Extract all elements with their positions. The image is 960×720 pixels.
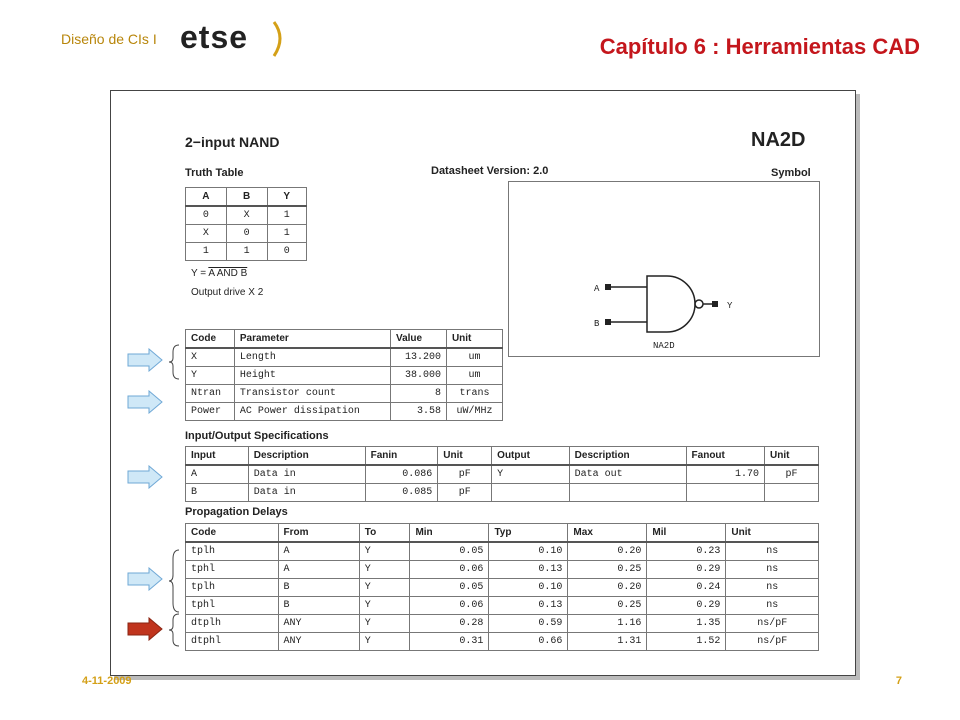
column-header: Input: [186, 447, 249, 466]
table-cell: X: [226, 206, 267, 225]
symbol-heading: Symbol: [771, 167, 811, 179]
table-cell: ns/pF: [726, 633, 819, 651]
table-cell: uW/MHz: [446, 403, 502, 421]
output-drive: Output drive X 2: [191, 287, 264, 298]
table-cell: tplh: [186, 542, 279, 561]
column-header: Mil: [647, 524, 726, 543]
table-cell: pF: [765, 465, 819, 484]
table-cell: Data in: [248, 465, 365, 484]
course-name: Diseño de CIs I: [61, 31, 157, 47]
table-cell: 1.52: [647, 633, 726, 651]
table-cell: Y: [359, 561, 410, 579]
column-header: Max: [568, 524, 647, 543]
table-cell: 0.10: [489, 579, 568, 597]
table-cell: 0.23: [647, 542, 726, 561]
column-header: Code: [186, 330, 235, 349]
column-header: Output: [492, 447, 569, 466]
table-cell: tplh: [186, 579, 279, 597]
symbol-box: [508, 181, 820, 357]
table-row: [186, 225, 307, 243]
nand-gate-symbol: [509, 182, 819, 356]
table-cell: Y: [359, 597, 410, 615]
column-header: Description: [248, 447, 365, 466]
table-row: [186, 615, 819, 633]
column-header: Unit: [726, 524, 819, 543]
table-cell: Height: [234, 367, 390, 385]
table-cell: ns/pF: [726, 615, 819, 633]
equation-rhs: A AND B: [208, 268, 248, 279]
column-header: Min: [410, 524, 489, 543]
table-cell: ns: [726, 561, 819, 579]
table-cell: [492, 484, 569, 502]
table-cell: Y: [359, 633, 410, 651]
datasheet-sheet: [110, 90, 856, 676]
parameter-table: [185, 329, 503, 421]
table-cell: 3.58: [390, 403, 446, 421]
table-row: [186, 385, 503, 403]
table-cell: 1.16: [568, 615, 647, 633]
table-cell: Length: [234, 348, 390, 367]
column-header: Unit: [438, 447, 492, 466]
table-cell: pF: [438, 465, 492, 484]
table-cell: ANY: [278, 615, 359, 633]
table-cell: 1: [226, 243, 267, 261]
table-cell: 1: [267, 225, 307, 243]
chapter-title: Capítulo 6 : Herramientas CAD: [599, 34, 920, 59]
cell-title: 2−input NAND: [185, 134, 280, 150]
table-cell: dtplh: [186, 615, 279, 633]
table-cell: 0.24: [647, 579, 726, 597]
table-cell: trans: [446, 385, 502, 403]
column-header: Unit: [765, 447, 819, 466]
table-cell: 13.200: [390, 348, 446, 367]
table-cell: 0: [267, 243, 307, 261]
arrow-right-icon: [127, 465, 163, 489]
table-cell: Data out: [569, 465, 686, 484]
truth-table: [185, 187, 307, 261]
io-heading: Input/Output Specifications: [185, 430, 329, 442]
table-cell: X: [186, 225, 227, 243]
equation-lhs: Y =: [191, 268, 209, 279]
brace-icon: [168, 549, 180, 613]
table-row: [186, 484, 819, 502]
table-cell: pF: [438, 484, 492, 502]
table-row: [186, 348, 503, 367]
logic-equation: [191, 268, 247, 279]
datasheet-version: Datasheet Version: 2.0: [431, 165, 549, 177]
table-cell: 0: [186, 206, 227, 225]
arrow-right-icon: [127, 567, 163, 591]
table-cell: 0.085: [365, 484, 438, 502]
delays-heading: Propagation Delays: [185, 506, 288, 518]
table-cell: [765, 484, 819, 502]
table-row: [186, 367, 503, 385]
table-cell: B: [278, 597, 359, 615]
table-cell: 1.31: [568, 633, 647, 651]
arrow-right-red-icon: [127, 617, 163, 641]
symbol-label: NA2D: [653, 341, 675, 351]
column-header: Unit: [446, 330, 502, 349]
table-cell: 0.06: [410, 597, 489, 615]
table-cell: Y: [359, 542, 410, 561]
page-number: 7: [895, 675, 902, 687]
column-header: Description: [569, 447, 686, 466]
table-cell: ns: [726, 579, 819, 597]
column-header: From: [278, 524, 359, 543]
table-cell: 0.20: [568, 579, 647, 597]
table-cell: ns: [726, 542, 819, 561]
table-cell: 1.70: [686, 465, 764, 484]
io-spec-table: [185, 446, 819, 502]
table-cell: Transistor count: [234, 385, 390, 403]
cell-name: NA2D: [751, 129, 806, 151]
table-cell: Data in: [248, 484, 365, 502]
table-row: [186, 206, 307, 225]
table-cell: dtphl: [186, 633, 279, 651]
table-cell: A: [278, 542, 359, 561]
table-cell: tphl: [186, 597, 279, 615]
truth-table-heading: Truth Table: [185, 167, 244, 179]
table-cell: 0.05: [410, 542, 489, 561]
brace-icon: [168, 613, 180, 647]
table-cell: 1: [186, 243, 227, 261]
column-header: B: [226, 188, 267, 207]
table-cell: A: [186, 465, 249, 484]
column-header: Typ: [489, 524, 568, 543]
table-cell: 0.29: [647, 561, 726, 579]
table-cell: A: [278, 561, 359, 579]
table-cell: 0.66: [489, 633, 568, 651]
propagation-delays-table: [185, 523, 819, 651]
brace-icon: [168, 344, 180, 380]
arrow-right-icon: [127, 348, 163, 372]
table-cell: B: [186, 484, 249, 502]
column-header: To: [359, 524, 410, 543]
table-cell: 0.29: [647, 597, 726, 615]
table-cell: 0.05: [410, 579, 489, 597]
table-row: [186, 561, 819, 579]
column-header: Y: [267, 188, 307, 207]
table-row: [186, 579, 819, 597]
footer-date: 4-11-2009: [82, 675, 132, 687]
column-header: A: [186, 188, 227, 207]
table-cell: 0.31: [410, 633, 489, 651]
arrow-right-icon: [127, 390, 163, 414]
table-cell: Y: [186, 367, 235, 385]
table-cell: [686, 484, 764, 502]
table-cell: 0.25: [568, 561, 647, 579]
table-cell: 8: [390, 385, 446, 403]
table-cell: X: [186, 348, 235, 367]
table-cell: Y: [359, 579, 410, 597]
table-cell: 1: [267, 206, 307, 225]
table-cell: 0.13: [489, 597, 568, 615]
table-row: [186, 542, 819, 561]
table-cell: AC Power dissipation: [234, 403, 390, 421]
table-cell: 0.28: [410, 615, 489, 633]
pin-y-label: Y: [727, 301, 733, 311]
table-cell: Ntran: [186, 385, 235, 403]
table-row: [186, 633, 819, 651]
table-cell: 0.25: [568, 597, 647, 615]
column-header: Value: [390, 330, 446, 349]
etse-logo: [178, 14, 288, 62]
table-cell: [569, 484, 686, 502]
table-row: [186, 597, 819, 615]
table-cell: 0.13: [489, 561, 568, 579]
table-cell: 1.35: [647, 615, 726, 633]
column-header: Parameter: [234, 330, 390, 349]
table-cell: 0.086: [365, 465, 438, 484]
table-cell: 0.10: [489, 542, 568, 561]
table-row: [186, 243, 307, 261]
table-cell: 0.59: [489, 615, 568, 633]
pin-a-label: A: [594, 284, 600, 294]
table-cell: um: [446, 367, 502, 385]
pin-b-label: B: [594, 319, 600, 329]
table-row: [186, 403, 503, 421]
table-cell: um: [446, 348, 502, 367]
table-cell: ANY: [278, 633, 359, 651]
table-cell: 0.06: [410, 561, 489, 579]
table-cell: Y: [359, 615, 410, 633]
table-cell: B: [278, 579, 359, 597]
column-header: Fanout: [686, 447, 764, 466]
table-cell: 38.000: [390, 367, 446, 385]
table-cell: 0.20: [568, 542, 647, 561]
logo-text: etse: [180, 19, 249, 55]
table-row: [186, 465, 819, 484]
table-cell: 0: [226, 225, 267, 243]
table-cell: ns: [726, 597, 819, 615]
table-cell: Power: [186, 403, 235, 421]
table-cell: tphl: [186, 561, 279, 579]
column-header: Fanin: [365, 447, 438, 466]
column-header: Code: [186, 524, 279, 543]
table-cell: Y: [492, 465, 569, 484]
